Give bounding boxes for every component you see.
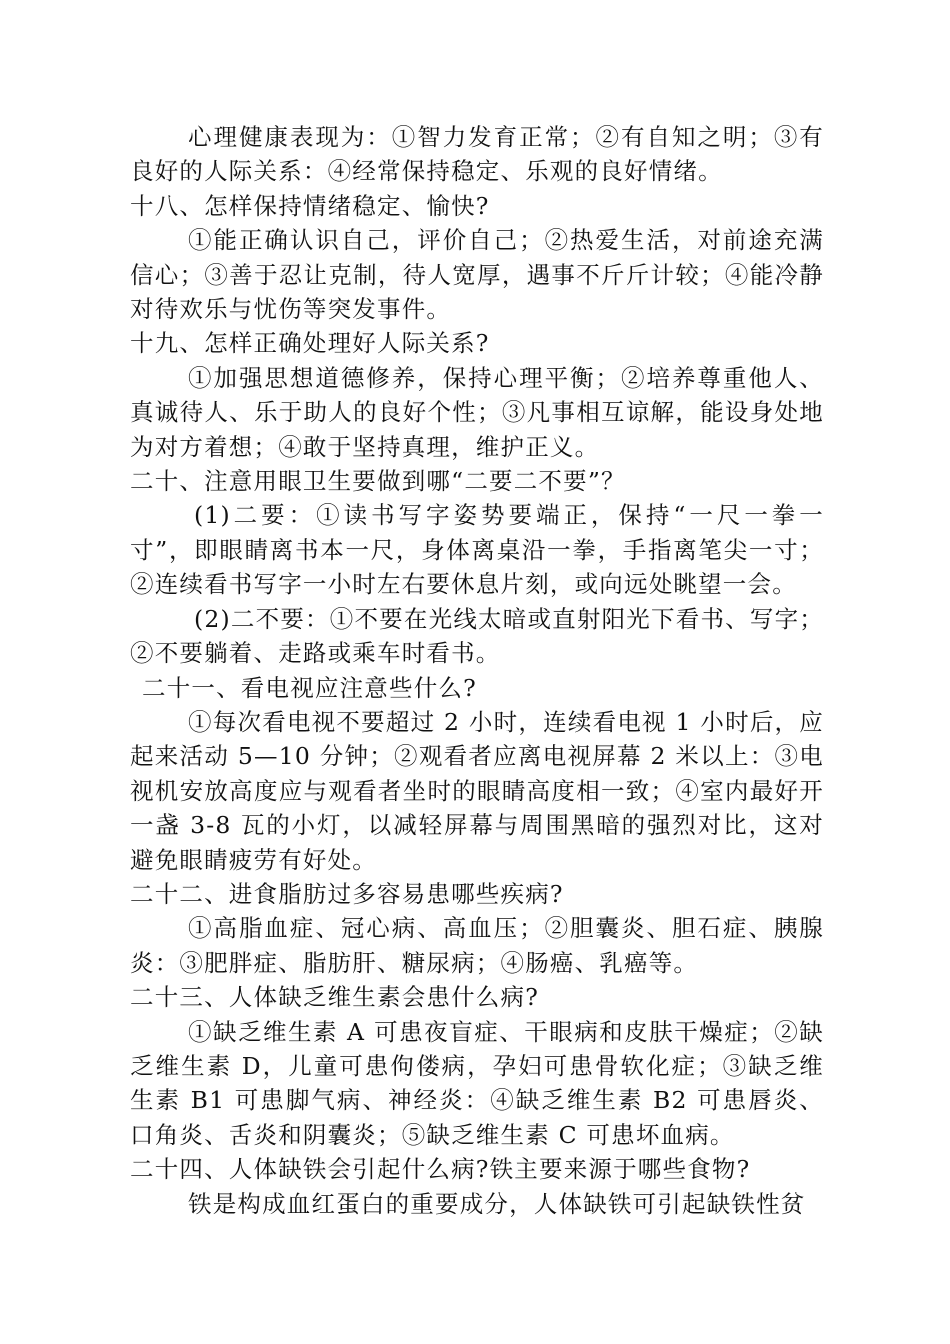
- heading-18: 十八、怎样保持情绪稳定、愉快?: [130, 191, 490, 220]
- paragraph-eye-dos: (1)二要：①读书写字姿势要端正，保持“一尺一拳一寸”，即眼睛离书本一尺，身体离桌沿一拳，手指离笔尖一寸；②连续看书写字一小时左右要休息片刻，或向远处眺望一会。: [130, 501, 824, 599]
- paragraph-vitamin-deficiency: ①缺乏维生素 A 可患夜盲症、干眼病和皮肤干燥症；②缺乏维生素 D，儿童可患佝偻病，孕妇可患骨软化症；③缺乏维生素 B1 可患脚气病、神经炎：④缺乏维生素 B2 可患唇炎、口角炎、舌炎和阴囊炎；⑤缺乏维生素 C 可患坏血病。: [130, 1017, 824, 1149]
- paragraph-fat-diseases: ①高脂血症、冠心病、高血压；②胆囊炎、胆石症、胰腺炎：③肥胖症、脂肪肝、糖尿病；④肠癌、乳癌等。: [130, 914, 824, 977]
- heading-19: 十九、怎样正确处理好人际关系?: [130, 329, 490, 358]
- paragraph-tv-watching: ①每次看电视不要超过 2 小时，连续看电视 1 小时后，应起来活动 5—10 分钟；②观看者应离电视屏幕 2 米以上：③电视机安放高度应与观看者坐时的眼睛高度相一致；④室内最好开一盏 3-8 瓦的小灯，以减轻屏幕与周围黑暗的强烈对比，这对避免眼睛疲劳有好处。: [130, 707, 824, 874]
- heading-21: 二十一、看电视应注意些什么?: [142, 673, 477, 702]
- document-body: [130, 120, 824, 1221]
- heading-20: 二十、注意用眼卫生要做到哪“二要二不要”？: [130, 467, 626, 496]
- paragraph-iron: 铁是构成血红蛋白的重要成分，人体缺铁可引起缺铁性贫: [188, 1189, 806, 1218]
- paragraph-relationships: ①加强思想道德修养，保持心理平衡；②培养尊重他人、真诚待人、乐于助人的良好个性；③凡事相互谅解，能设身处地为对方着想；④敢于坚持真理，维护正义。: [130, 363, 824, 461]
- heading-22: 二十二、进食脂肪过多容易患哪些疾病?: [130, 879, 564, 908]
- heading-23: 二十三、人体缺乏维生素会患什么病?: [130, 983, 539, 1012]
- paragraph-mental-health: 心理健康表现为：①智力发育正常；②有自知之明；③有良好的人际关系：④经常保持稳定、乐观的良好情绪。: [130, 123, 824, 186]
- heading-24: 二十四、人体缺铁会引起什么病?铁主要来源于哪些食物?: [130, 1155, 751, 1184]
- paragraph-eye-donts: (2)二不要：①不要在光线太暗或直射阳光下看书、写字；②不要躺着、走路或乘车时看书。: [130, 604, 824, 668]
- paragraph-emotion-stability: ①能正确认识自己，评价自己；②热爱生活，对前途充满信心；③善于忍让克制，待人宽厚，遇事不斤斤计较；④能冷静对待欢乐与忧伤等突发事件。: [130, 226, 824, 324]
